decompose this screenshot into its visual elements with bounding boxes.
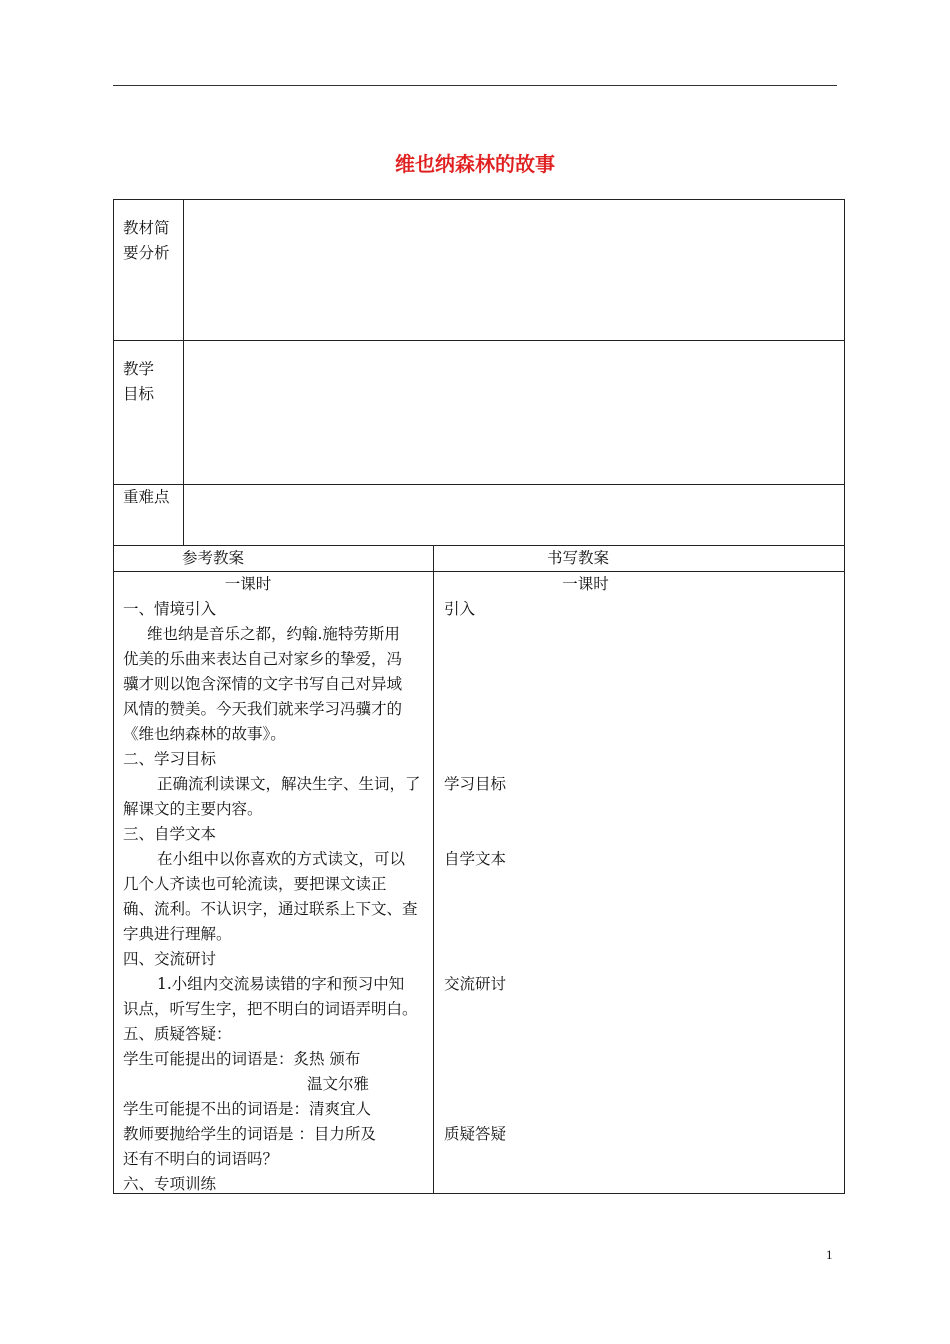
section-title: 六、专项训练 xyxy=(123,1175,217,1193)
header-rule xyxy=(113,85,837,86)
reference-plan-header: 参考教案 xyxy=(181,549,244,567)
left-lesson-count: 一课时 xyxy=(224,575,272,593)
writing-item: 自学文本 xyxy=(444,850,507,868)
writing-item: 引入 xyxy=(444,600,476,618)
section-body: 在小组中以你喜欢的方式读文，可以 几个人齐读也可轮流读，要把课文读正 确、流利。不认识字，通过联系上下文、查 字典进行理解。 xyxy=(123,850,418,943)
key-points-label: 重难点 xyxy=(123,488,170,506)
writing-plan-header: 书写教案 xyxy=(546,549,609,567)
writing-item: 交流研讨 xyxy=(444,975,507,993)
goals-label: 教学 目标 xyxy=(123,360,155,403)
section-body: 正确流利读课文，解决生字、生词，了 解课文的主要内容。 xyxy=(123,775,421,818)
section-title: 一、情境引入 xyxy=(123,600,217,618)
row-divider xyxy=(113,340,845,341)
page-number: 1 xyxy=(826,1247,833,1262)
writing-item: 学习目标 xyxy=(444,775,507,793)
section-title: 五、质疑答疑： xyxy=(123,1025,232,1043)
section-title: 三、自学文本 xyxy=(123,825,217,843)
section-body: 1.小组内交流易读错的字和预习中知 识点，听写生字，把不明白的词语弄明白。 xyxy=(123,975,418,1018)
section-title: 二、学习目标 xyxy=(123,750,217,768)
plan-column-divider xyxy=(433,545,434,1194)
right-lesson-count: 一课时 xyxy=(562,575,609,593)
label-column-divider xyxy=(183,199,184,545)
writing-item: 质疑答疑 xyxy=(444,1125,507,1143)
section-title: 四、交流研讨 xyxy=(123,950,217,968)
page-title: 维也纳森林的故事 xyxy=(395,152,555,176)
row-divider xyxy=(113,484,845,485)
section-body: 学生可能提出的词语是：炙热 颁布 温文尔雅 学生可能提不出的词语是：清爽宜人 教师要抛给学生的词语是 ：目力所及 还有不明白的词语吗？ xyxy=(123,1050,376,1168)
analysis-label: 教材简 要分析 xyxy=(123,219,170,262)
section-body: 维也纳是音乐之都，约翰.施特劳斯用 优美的乐曲来表达自己对家乡的挚爱，冯 骥才则以饱含深情的文字书写自己对异域 风情的赞美。今天我们就来学习冯骥才的 《维也纳森林的故事》。 xyxy=(123,625,403,743)
